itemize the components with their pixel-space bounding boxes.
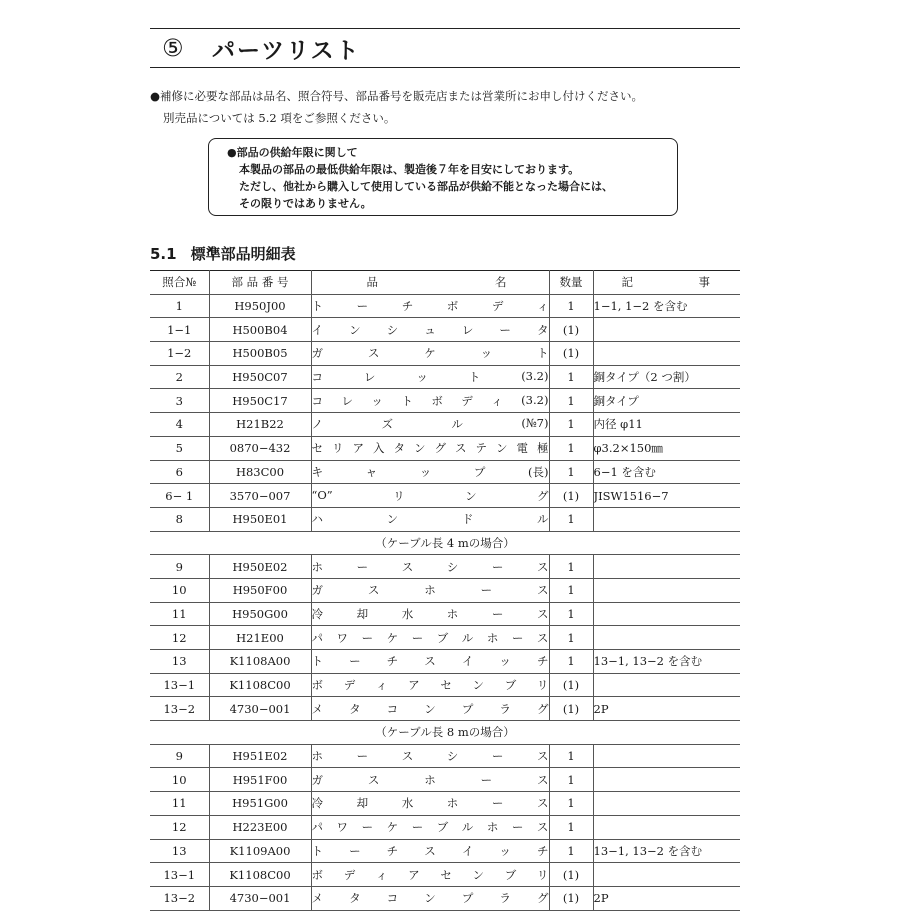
cell-part-name: コ レ ッ ト ボ デ ィ (3.2) <box>311 389 549 413</box>
cell-part-name: “O” リ ン グ <box>311 484 549 508</box>
table-row <box>150 697 740 721</box>
table-row <box>150 365 740 389</box>
table-row <box>150 484 740 508</box>
section-number: ⑤ <box>162 34 184 62</box>
cell-part-no: K1109A00 <box>209 839 311 863</box>
table-title <box>150 243 296 264</box>
cell-part-name: コ レ ッ ト (3.2) <box>311 365 549 389</box>
cell-qty: 1 <box>549 436 593 460</box>
cell-ref: 6− 1 <box>150 484 209 508</box>
cell-ref: 13−2 <box>150 886 209 910</box>
cell-part-no: H951E02 <box>209 744 311 768</box>
cell-qty: 1 <box>549 768 593 792</box>
cell-ref: 11 <box>150 792 209 816</box>
cell-ref: 8 <box>150 507 209 531</box>
cell-ref: 1−1 <box>150 318 209 342</box>
cell-ref: 6 <box>150 460 209 484</box>
table-row <box>150 815 740 839</box>
cell-ref: 13 <box>150 650 209 674</box>
cell-remark <box>593 863 740 887</box>
cell-qty: (1) <box>549 673 593 697</box>
page-title: パーツリスト <box>212 37 361 64</box>
table-row <box>150 626 740 650</box>
cell-part-name: ホ ー ス シ ー ス <box>311 744 549 768</box>
cell-part-no: 3570−007 <box>209 484 311 508</box>
cell-ref: 12 <box>150 815 209 839</box>
cell-part-name: 冷 却 水 ホ ー ス <box>311 602 549 626</box>
cell-ref: 9 <box>150 744 209 768</box>
table-row <box>150 413 740 437</box>
cell-ref: 13−2 <box>150 697 209 721</box>
table-title-number: 5.1 <box>150 245 177 263</box>
cell-ref: 10 <box>150 578 209 602</box>
cell-qty: 1 <box>549 578 593 602</box>
cell-part-no: H951G00 <box>209 792 311 816</box>
cell-remark: 6−1 を含む <box>593 460 740 484</box>
cell-remark <box>593 318 740 342</box>
notice-line-2: ただし、他社から購入して使用している部品が供給不能となった場合には、 <box>239 180 613 193</box>
col-header-name: 品 名 <box>311 271 549 295</box>
cell-ref: 13−1 <box>150 673 209 697</box>
cell-part-name: パ ワ ー ケ ー ブ ル ホ ー ス <box>311 626 549 650</box>
subheader-text: （ケーブル長 8 mの場合） <box>150 721 740 745</box>
parts-table <box>150 270 740 911</box>
cell-ref: 12 <box>150 626 209 650</box>
cell-qty: (1) <box>549 318 593 342</box>
cell-part-no: H950E02 <box>209 555 311 579</box>
cell-ref: 2 <box>150 365 209 389</box>
cell-part-name: メ タ コ ン プ ラ グ <box>311 697 549 721</box>
cell-ref: 1 <box>150 294 209 318</box>
cell-qty: 1 <box>549 792 593 816</box>
cell-remark: 内径 φ11 <box>593 413 740 437</box>
table-row <box>150 294 740 318</box>
table-row <box>150 507 740 531</box>
table-row <box>150 673 740 697</box>
cell-remark: JISW1516−7 <box>593 484 740 508</box>
cell-part-name: ガ ス ケ ッ ト <box>311 342 549 366</box>
cell-qty: 1 <box>549 839 593 863</box>
table-row <box>150 768 740 792</box>
cell-part-name: ガ ス ホ ー ス <box>311 768 549 792</box>
cell-remark: 銅タイプ <box>593 389 740 413</box>
cell-part-name: ホ ー ス シ ー ス <box>311 555 549 579</box>
col-header-part-no: 部 品 番 号 <box>209 271 311 295</box>
table-row <box>150 578 740 602</box>
cell-part-name: ボ デ ィ ア セ ン ブ リ <box>311 673 549 697</box>
table-row <box>150 460 740 484</box>
table-header-row <box>150 271 740 295</box>
cell-remark <box>593 342 740 366</box>
cell-part-no: H950C17 <box>209 389 311 413</box>
cell-remark: 2P <box>593 886 740 910</box>
col-header-ref: 照合№ <box>150 271 209 295</box>
table-row <box>150 318 740 342</box>
cell-part-no: K1108C00 <box>209 673 311 697</box>
cell-remark <box>593 815 740 839</box>
cell-remark: φ3.2×150㎜ <box>593 436 740 460</box>
cell-qty: 1 <box>549 650 593 674</box>
cell-part-name: ボ デ ィ ア セ ン ブ リ <box>311 863 549 887</box>
cell-ref: 13−1 <box>150 863 209 887</box>
cell-ref: 4 <box>150 413 209 437</box>
cell-part-no: H83C00 <box>209 460 311 484</box>
cell-qty: 1 <box>549 365 593 389</box>
cell-remark: 1−1, 1−2 を含む <box>593 294 740 318</box>
cell-qty: 1 <box>549 815 593 839</box>
cell-part-no: H223E00 <box>209 815 311 839</box>
cell-remark <box>593 768 740 792</box>
cell-part-no: H500B04 <box>209 318 311 342</box>
cell-remark <box>593 626 740 650</box>
cell-part-no: K1108C00 <box>209 863 311 887</box>
cell-part-no: H950G00 <box>209 602 311 626</box>
cell-part-name: ト ー チ ス イ ッ チ <box>311 650 549 674</box>
cell-ref: 5 <box>150 436 209 460</box>
cell-part-no: 0870−432 <box>209 436 311 460</box>
table-row <box>150 839 740 863</box>
cell-part-no: H950E01 <box>209 507 311 531</box>
cell-ref: 3 <box>150 389 209 413</box>
table-row <box>150 792 740 816</box>
cell-part-name: ト ー チ ス イ ッ チ <box>311 839 549 863</box>
cell-qty: 1 <box>549 602 593 626</box>
cell-part-no: H950J00 <box>209 294 311 318</box>
table-row <box>150 555 740 579</box>
table-row <box>150 650 740 674</box>
cell-remark <box>593 602 740 626</box>
cell-ref: 1−2 <box>150 342 209 366</box>
cell-ref: 10 <box>150 768 209 792</box>
cell-remark <box>593 744 740 768</box>
cell-part-no: 4730−001 <box>209 697 311 721</box>
cell-remark <box>593 578 740 602</box>
cell-part-name: イ ン シ ュ レ ー タ <box>311 318 549 342</box>
cell-part-no: H951F00 <box>209 768 311 792</box>
cell-part-no: H500B05 <box>209 342 311 366</box>
cell-qty: 1 <box>549 413 593 437</box>
cell-qty: 1 <box>549 555 593 579</box>
cell-part-name: ト ー チ ボ デ ィ <box>311 294 549 318</box>
cell-part-no: H950C07 <box>209 365 311 389</box>
cell-remark: 銅タイプ（2 つ割） <box>593 365 740 389</box>
cell-remark: 13−1, 13−2 を含む <box>593 650 740 674</box>
cell-qty: 1 <box>549 507 593 531</box>
cell-remark <box>593 555 740 579</box>
cell-remark: 13−1, 13−2 を含む <box>593 839 740 863</box>
cell-part-no: 4730−001 <box>209 886 311 910</box>
table-row <box>150 436 740 460</box>
cell-part-name: メ タ コ ン プ ラ グ <box>311 886 549 910</box>
cell-qty: 1 <box>549 626 593 650</box>
notice-line-1: 本製品の部品の最低供給年限は、製造後７年を目安にしております。 <box>239 163 580 176</box>
cell-qty: (1) <box>549 697 593 721</box>
table-title-text: 標準部品明細表 <box>190 245 296 263</box>
cell-remark <box>593 507 740 531</box>
cell-part-no: K1108A00 <box>209 650 311 674</box>
cell-part-name: パ ワ ー ケ ー ブ ル ホ ー ス <box>311 815 549 839</box>
table-row <box>150 602 740 626</box>
cell-ref: 13 <box>150 839 209 863</box>
table-row <box>150 342 740 366</box>
cell-ref: 9 <box>150 555 209 579</box>
table-row <box>150 744 740 768</box>
table-row <box>150 886 740 910</box>
cell-part-name: キ ャ ッ プ (長) <box>311 460 549 484</box>
cell-part-no: H21E00 <box>209 626 311 650</box>
cell-remark <box>593 673 740 697</box>
cell-part-name: 冷 却 水 ホ ー ス <box>311 792 549 816</box>
cell-part-name: ハ ン ド ル <box>311 507 549 531</box>
table-subheader-row <box>150 531 740 555</box>
table-row <box>150 863 740 887</box>
col-header-remark: 記 事 <box>593 271 740 295</box>
cell-part-no: H21B22 <box>209 413 311 437</box>
supply-notice-box <box>208 138 678 216</box>
section-header <box>150 28 740 68</box>
notice-title: ●部品の供給年限に関して <box>227 146 358 159</box>
cell-qty: (1) <box>549 342 593 366</box>
cell-remark: 2P <box>593 697 740 721</box>
intro-text-2: 別売品については 5.2 項をご参照ください。 <box>163 111 396 125</box>
table-subheader-row <box>150 721 740 745</box>
table-row <box>150 389 740 413</box>
cell-qty: 1 <box>549 389 593 413</box>
notice-line-3: その限りではありません。 <box>239 197 372 210</box>
cell-qty: 1 <box>549 744 593 768</box>
intro-text-1: ●補修に必要な部品は品名、照合符号、部品番号を販売店または営業所にお申し付けください。 <box>150 89 644 103</box>
cell-part-name: セ リ ア 入 タ ン グ ス テ ン 電 極 <box>311 436 549 460</box>
cell-remark <box>593 792 740 816</box>
cell-qty: 1 <box>549 294 593 318</box>
cell-part-name: ガ ス ホ ー ス <box>311 578 549 602</box>
cell-part-name: ノ ズ ル (№7) <box>311 413 549 437</box>
subheader-text: （ケーブル長 4 mの場合） <box>150 531 740 555</box>
cell-qty: (1) <box>549 863 593 887</box>
cell-qty: 1 <box>549 460 593 484</box>
parts-table-body <box>150 294 740 910</box>
cell-part-no: H950F00 <box>209 578 311 602</box>
cell-ref: 11 <box>150 602 209 626</box>
cell-qty: (1) <box>549 484 593 508</box>
cell-qty: (1) <box>549 886 593 910</box>
col-header-qty: 数量 <box>549 271 593 295</box>
